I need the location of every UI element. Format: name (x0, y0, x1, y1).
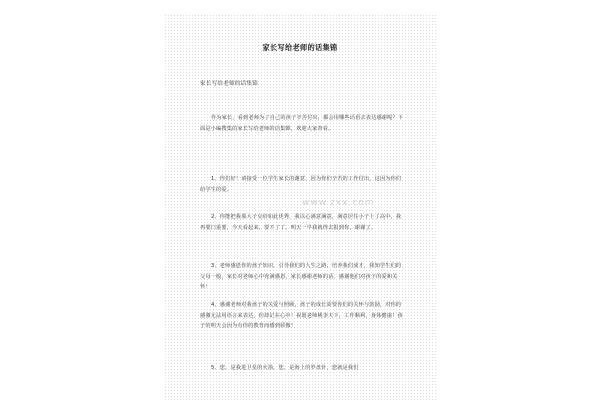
watermark: www.zxx.com (302, 198, 375, 208)
paragraph-item-3: 3、老师感恩你的孩子知识，引导我们的人生之路，培养我们成才，我知学生们的父母一般，家长对老师心中充满感恩，家长感谢老师的话，感谢他们对孩子的爱和关怀！ (200, 263, 402, 290)
document-title: 家长写给老师的话集锦 (262, 43, 338, 52)
paragraph-item-2: 2、你能把我那大子交给如此优秀，我以心满意满意，满意居住小子上了高中，我再要门重要，今天看起来，要不了了。明天一早我就得去报到你，谢谢了。 (200, 214, 402, 231)
paragraph-item-5: 5、您，是我进卫星的火箭，您，是海上的罗盘针，您就是我们 (211, 365, 359, 371)
document-page (164, 14, 436, 400)
paragraph-item-4: 4、感谢老师对我孩子的关爱与照顾，孩子的成长需要你们的关怀与鼓励，对你的感激无法用语言来表达，但却记在心中！祝愿老师桃李天下，工作顺利，身体健康！孩子的明天会因为有你的教育而感到骄傲！ (200, 302, 403, 329)
document-subtitle: 家长写给老师的话集锦 (200, 81, 258, 87)
paragraph-intro: 作为家长，看到老师为了自己的孩子辛苦付出，都会用哪些话语去表达感谢呢？下面是小编搜集的家长写给老师的话集锦，欢迎大家查看。 (200, 115, 404, 132)
paragraph-item-1: 1、你们好！请接受一位学生家长的谢意，因为你们辛苦的工作付出，这因为你们给学生的爱。 (200, 176, 402, 193)
